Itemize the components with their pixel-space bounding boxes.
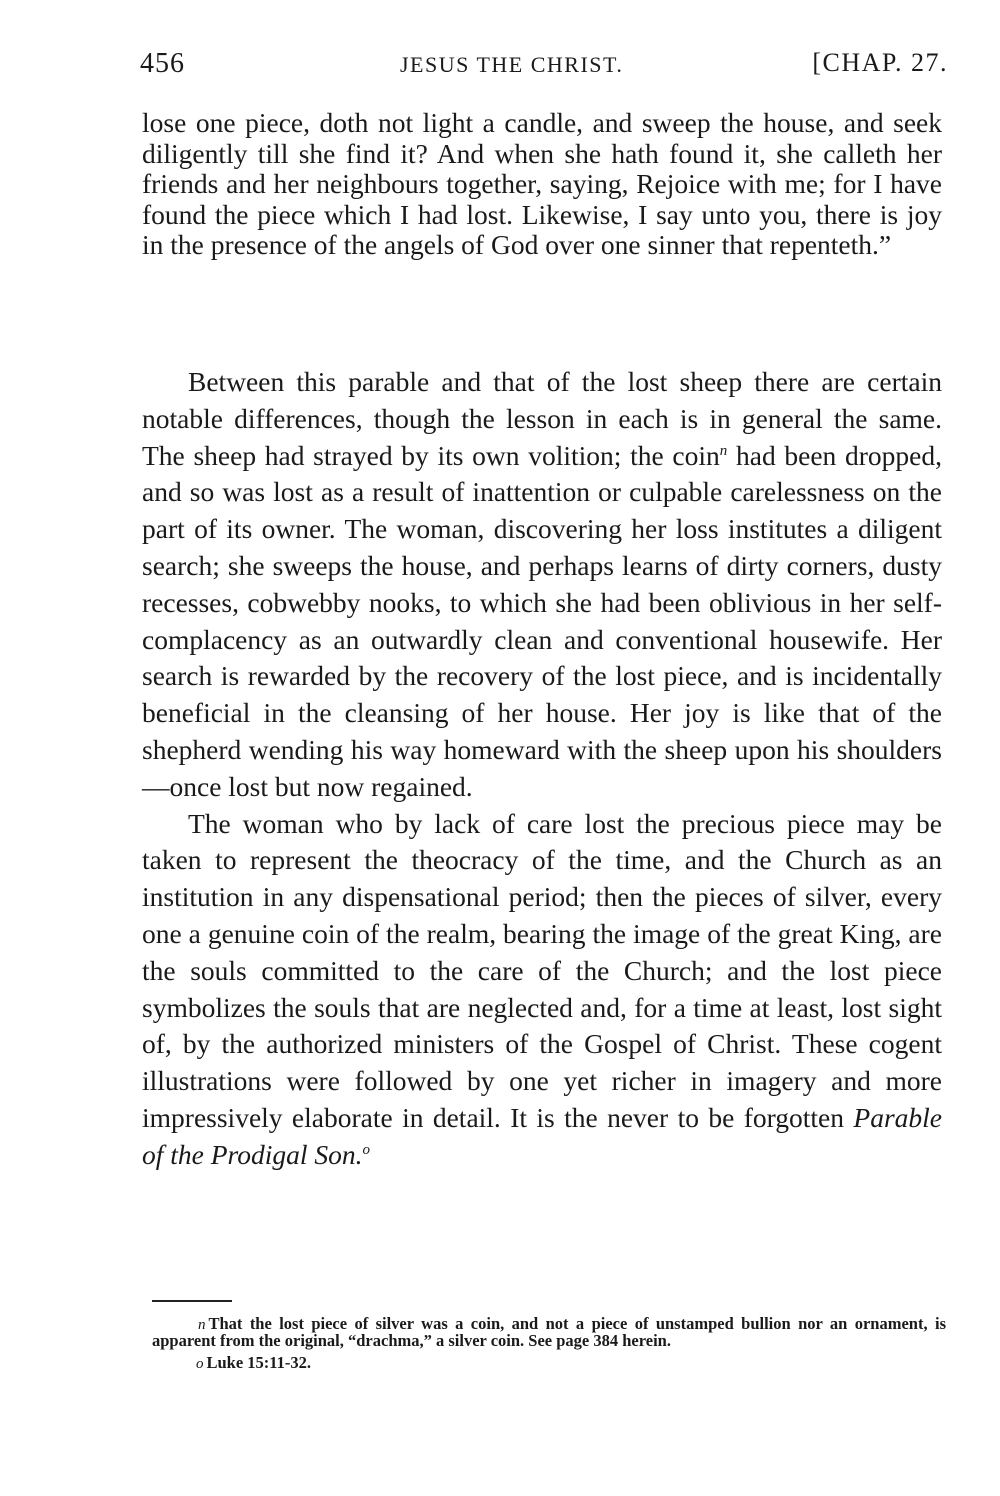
footnote-marker-n[interactable]: n	[719, 442, 728, 459]
footnote-o-text: Luke 15:11-32.	[206, 1353, 312, 1372]
footnote-o-marker: o	[196, 1356, 204, 1372]
footnote-n-marker: n	[198, 1317, 206, 1333]
main-text-lower	[142, 364, 942, 1174]
page-number: 456	[140, 48, 185, 79]
paragraph-theocracy-interpretation	[142, 806, 942, 1174]
paragraph-2-text: The woman who by lack of care lost the precious piece may be taken to represent the theocracy of the time, and the Church as an institution in any dispensational period; then the pieces of silver, every one a genuine coin of the realm, bearing the image of the great King, are the souls committed to the care of the Church; and the lost piece symbolizes the souls that are neglected and, for a time at least, lost sight of, by the authorized ministers of the Gospel of Christ. These cogent illustrations were followed by one yet richer in imagery and more impressively elaborate in detail. It is the never to be forgotten	[142, 807, 942, 1133]
quote-continuation: lose one piece, doth not light a candle, and sweep the house, and seek diligently till she find it? And when she hath found it, she calleth her friends and her neighbours together, saying, Rejoice with me; for I have found the piece which I had lost. Likewise, I say unto you, there is joy in the presence of the angels of God over one sinner that repenteth.”	[142, 107, 942, 261]
footnote-marker-o[interactable]: o	[362, 1141, 370, 1158]
running-title: JESUS THE CHRIST.	[400, 52, 624, 77]
paragraph-lost-coin-comparison	[142, 364, 942, 806]
footnote-n-text: That the lost piece of silver was a coin, and not a piece of unstamped bullion nor an ornament, is apparent from the original, “drachma,” a silver coin. See page 384 herein.	[152, 1314, 946, 1350]
footnote-n	[152, 1316, 946, 1349]
running-head	[140, 48, 948, 88]
prodigal-son-title: Parable of the Prodigal Son.	[142, 1101, 942, 1170]
paragraph-1-text-before-note: Between this parable and that of the lost sheep there are certain notable differences, though the lesson in each is in general the same. The sheep had strayed by its own volition; the coin	[142, 366, 942, 471]
main-text-upper	[142, 108, 942, 261]
footnote-o	[196, 1355, 946, 1372]
chapter-reference: [CHAP. 27.	[812, 48, 948, 77]
paragraph-1-text-after-note: had been dropped, and so was lost as a result of inattention or culpable carelessness on the part of its owner. The woman, discovering her loss institutes a diligent search; she sweeps the house, and perhaps learns of dirty corners, dusty recesses, cobwebby nooks, to which she had been oblivious in her self-complacency as an outwardly clean and conventional housewife. Her search is rewarded by the recovery of the lost piece, and is incidentally beneficial in the cleansing of her house. Her joy is like that of the shepherd wending his way homeward with the sheep upon his shoulders—once lost but now regained.	[142, 439, 942, 802]
footnotes	[152, 1316, 946, 1372]
footnote-divider	[152, 1300, 232, 1302]
